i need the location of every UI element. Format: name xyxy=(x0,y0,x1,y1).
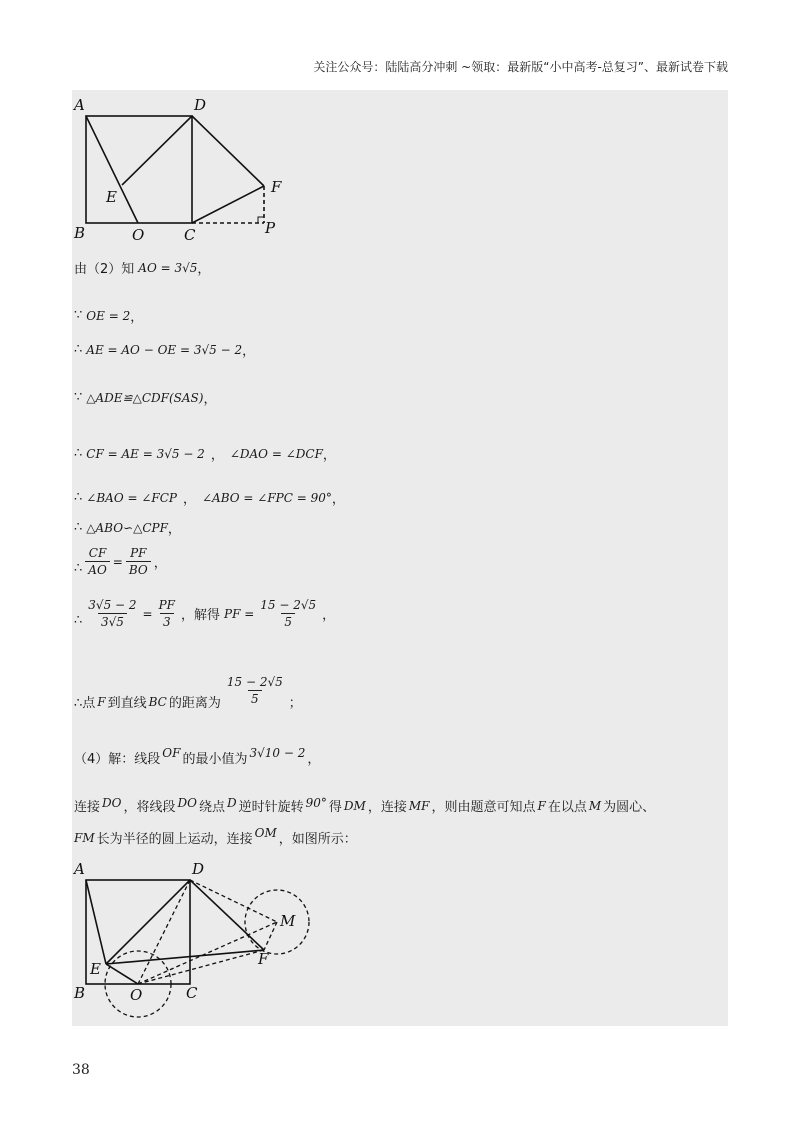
step-ae: ∴ AE = AO − OE = 3√5 − 2 ， xyxy=(74,342,256,359)
segment-dm-dashed xyxy=(190,880,277,922)
label-d: D xyxy=(194,96,207,114)
step-angle-equalities: ∴ ∠BAO = ∠FCP ， ∠ABO = ∠FPC = 90° ， xyxy=(74,490,345,507)
right-angle-mark xyxy=(258,217,264,223)
label-c: C xyxy=(184,226,196,240)
step-ao: 由（2）知 AO = 3√5 ， xyxy=(74,260,211,277)
label-b: B xyxy=(74,224,86,240)
label-a: A xyxy=(74,96,85,114)
label-e: E xyxy=(106,188,117,206)
page-header: 关注公众号：陆陆高分冲刺 ~领取：最新版“小中高考-总复习”、最新试卷下载 xyxy=(313,60,728,74)
label-c: C xyxy=(186,984,198,1002)
step-distance: ∴点 F 到直线 BC 的距离为 $\frac{15 - 2√5}{5}$ ； xyxy=(74,675,302,711)
step-congruent: ∵ △ADE≌△CDF(SAS) ， xyxy=(74,390,217,407)
label-o: O xyxy=(130,986,143,1004)
step-similar: ∴ △ABO∽△CPF ， xyxy=(74,520,181,537)
fraction-pf-result: $\frac{15 - 2√5}{5}$ xyxy=(260,598,317,629)
construction-text-cont: FM 长为半径的圆上运动，连接 OM ，如图所示： xyxy=(74,825,357,847)
step-cf-angles: ∴ CF = AE = 3√5 − 2 ， ∠DAO = ∠DCF ， xyxy=(74,446,336,463)
fraction-cf-ao: $\frac{CF}{AO}$ xyxy=(85,546,110,577)
step-solve-pf: ∴ $\frac{3√5 - 2}{3√5}$ = $\frac{PF}{3}$ ，解得 PF = $\frac{15 - 2√5}{5}$ ， xyxy=(74,598,336,629)
page-number: 38 xyxy=(72,1062,90,1078)
segment-od-dashed xyxy=(138,880,190,984)
step-oe: ∵ OE = 2 ， xyxy=(74,308,144,325)
label-p: P xyxy=(265,219,276,237)
fraction-distance: $\frac{15 - 2√5}{5}$ xyxy=(226,675,283,706)
segment-df xyxy=(192,116,264,186)
label-f: F xyxy=(258,950,269,968)
label-m: M xyxy=(280,912,296,930)
segment-eo xyxy=(106,964,138,984)
segment-ae xyxy=(86,880,106,964)
figure-rotation-construction xyxy=(72,858,322,1023)
label-a: A xyxy=(74,860,85,878)
label-b: B xyxy=(74,984,86,1002)
construction-text: 连接 DO ，将线段 DO 绕点 D 逆时针旋转 90° 得 DM ，连接 MF ，则由题意可知点 F 在以点 M 为圆心、 xyxy=(74,795,656,815)
fraction-pf-3: $\frac{PF}{3}$ xyxy=(158,598,175,629)
segment-mf-dashed xyxy=(264,922,277,950)
segment-om-dashed xyxy=(138,922,277,984)
label-o: O xyxy=(132,226,145,240)
part4-answer: （4）解：线段 OF 的最小值为 3√10 − 2 ， xyxy=(74,745,321,767)
fraction-pf-bo: $\frac{PF}{BO}$ xyxy=(126,546,151,577)
segment-cf xyxy=(192,186,264,223)
segment-ed xyxy=(106,880,190,964)
segment-de xyxy=(122,116,192,185)
fraction-lhs: $\frac{3√5 - 2}{3√5}$ xyxy=(88,598,137,629)
segment-df xyxy=(190,880,264,950)
label-d: D xyxy=(192,860,205,878)
segment-ao xyxy=(86,116,138,223)
label-f: F xyxy=(271,178,282,196)
step-ratio: ∴ $\frac{CF}{AO}$ = $\frac{PF}{BO}$ ， xyxy=(74,546,167,577)
solution-panel xyxy=(72,90,728,1026)
label-e: E xyxy=(90,960,101,978)
figure-square-abcd-with-point-p xyxy=(72,90,292,240)
